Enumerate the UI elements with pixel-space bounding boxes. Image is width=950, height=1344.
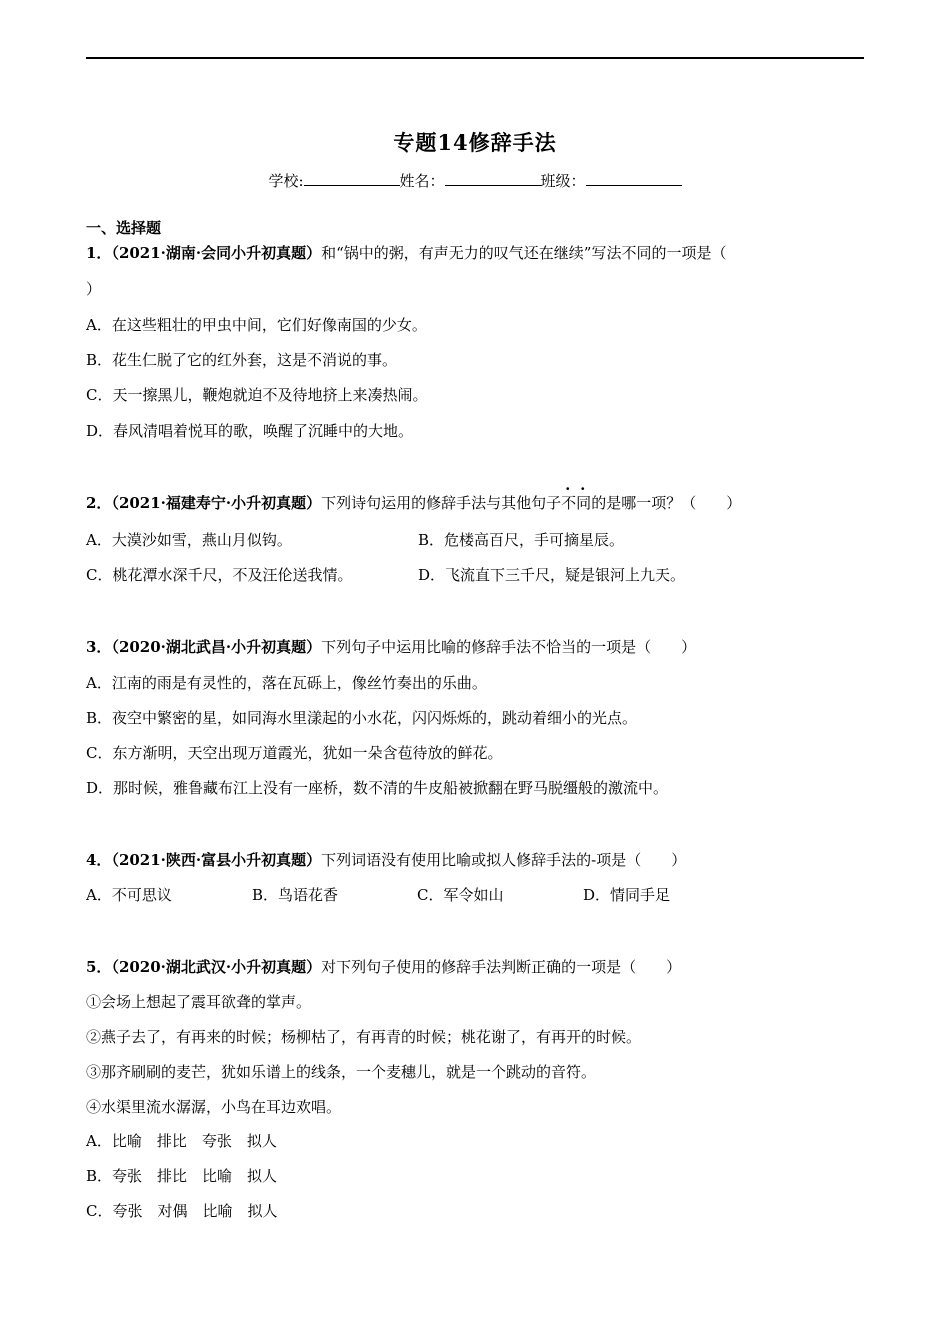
class-blank[interactable]: [586, 171, 682, 186]
q5-sentence-1: ①会场上想起了震耳欲聋的掌声。: [86, 993, 312, 1011]
q4-option-a[interactable]: A．不可思议: [86, 886, 172, 904]
class-label: 班级：: [540, 172, 586, 190]
q2-option-b[interactable]: B．危楼高百尺，手可摘星辰。: [418, 531, 625, 549]
question-2-stem: [86, 493, 741, 513]
question-source: （2021·陕西·富县小升初真题）: [111, 851, 322, 869]
q2-option-d[interactable]: D．飞流直下三千尺，疑是银河上九天。: [418, 566, 686, 584]
q4-option-d[interactable]: D．情同手足: [583, 886, 671, 904]
page-title: 专题14修辞手法: [393, 130, 557, 155]
name-blank[interactable]: [445, 171, 541, 186]
q4-option-b[interactable]: B．鸟语花香: [252, 886, 339, 904]
question-number: 2．: [86, 494, 112, 512]
question-number: 1．: [86, 244, 112, 262]
q5-option-b[interactable]: B．夸张 排比 比喻 拟人: [86, 1167, 278, 1185]
q3-option-a[interactable]: A．江南的雨是有灵性的，落在瓦砾上，像丝竹奏出的乐曲。: [86, 674, 487, 692]
question-text: 对下列句子使用的修辞手法判断正确的一项是（ ）: [321, 958, 682, 976]
q5-option-a[interactable]: A．比喻 排比 夸张 拟人: [86, 1132, 277, 1150]
emphasis-char: 不: [561, 494, 577, 512]
q3-option-b[interactable]: B．夜空中繁密的星，如同海水里漾起的小水花，闪闪烁烁的，跳动着细小的光点。: [86, 709, 638, 727]
question-text: 下列句子中运用比喻的修辞手法不恰当的一项是（ ）: [321, 638, 697, 656]
question-text: 下列词语没有使用比喻或拟人修辞手法的-项是（ ）: [321, 851, 687, 869]
question-4-stem: [86, 850, 686, 870]
q5-sentence-2: ②燕子去了，有再来的时候；杨柳枯了，有再青的时候；桃花谢了，有再开的时候。: [86, 1028, 642, 1046]
q5-option-c[interactable]: C．夸张 对偶 比喻 拟人: [86, 1202, 278, 1220]
question-source: （2021·福建寿宁·小升初真题）: [111, 494, 322, 512]
q1-option-b[interactable]: B．花生仁脱了它的红外套，这是不消说的事。: [86, 351, 398, 369]
name-label: 姓名：: [399, 172, 445, 190]
question-1-stem: [86, 243, 726, 263]
school-blank[interactable]: [304, 171, 400, 186]
q4-option-c[interactable]: C．军令如山: [417, 886, 504, 904]
school-label: 学校:: [268, 172, 304, 190]
question-source: （2020·湖北武汉·小升初真题）: [111, 958, 322, 976]
question-number: 4．: [86, 851, 112, 869]
q3-option-c[interactable]: C．东方渐明，天空出现万道霞光，犹如一朵含苞待放的鲜花。: [86, 744, 503, 762]
q2-option-a[interactable]: A．大漠沙如雪，燕山月似钩。: [86, 531, 292, 549]
question-3-stem: [86, 637, 696, 657]
question-number: 3．: [86, 638, 112, 656]
question-number: 5．: [86, 958, 112, 976]
q1-option-a[interactable]: A．在这些粗壮的甲虫中间，它们好像南国的少女。: [86, 316, 427, 334]
q3-option-d[interactable]: D．那时候，雅鲁藏布江上没有一座桥，数不清的牛皮船被掀翻在野马脱缰般的激流中。: [86, 779, 669, 797]
header-rule: [86, 57, 864, 59]
question-1-stem-end: ）: [86, 280, 102, 298]
question-text: 和“锅中的粥，有声无力的叹气还在继续”写法不同的一项是（: [321, 244, 727, 262]
question-5-stem: [86, 957, 681, 977]
question-source: （2020·湖北武昌·小升初真题）: [111, 638, 322, 656]
emphasis-char: 同: [576, 494, 592, 512]
section-heading: 一、选择题: [86, 219, 162, 237]
student-info-line: [0, 170, 950, 191]
question-text-end: 的是哪一项？（ ）: [591, 494, 742, 512]
q1-option-d[interactable]: D．春风清唱着悦耳的歌，唤醒了沉睡中的大地。: [86, 422, 414, 440]
q5-sentence-4: ④水渠里流水潺潺，小鸟在耳边欢唱。: [86, 1098, 342, 1116]
q1-option-c[interactable]: C．天一擦黑儿，鞭炮就迫不及待地挤上来凑热闹。: [86, 386, 428, 404]
question-source: （2021·湖南·会同小升初真题）: [111, 244, 322, 262]
q2-option-c[interactable]: C．桃花潭水深千尺，不及汪伦送我情。: [86, 566, 353, 584]
question-text: 下列诗句运用的修辞手法与其他句子: [321, 494, 562, 512]
q5-sentence-3: ③那齐刷刷的麦芒，犹如乐谱上的线条，一个麦穗儿，就是一个跳动的音符。: [86, 1063, 597, 1081]
